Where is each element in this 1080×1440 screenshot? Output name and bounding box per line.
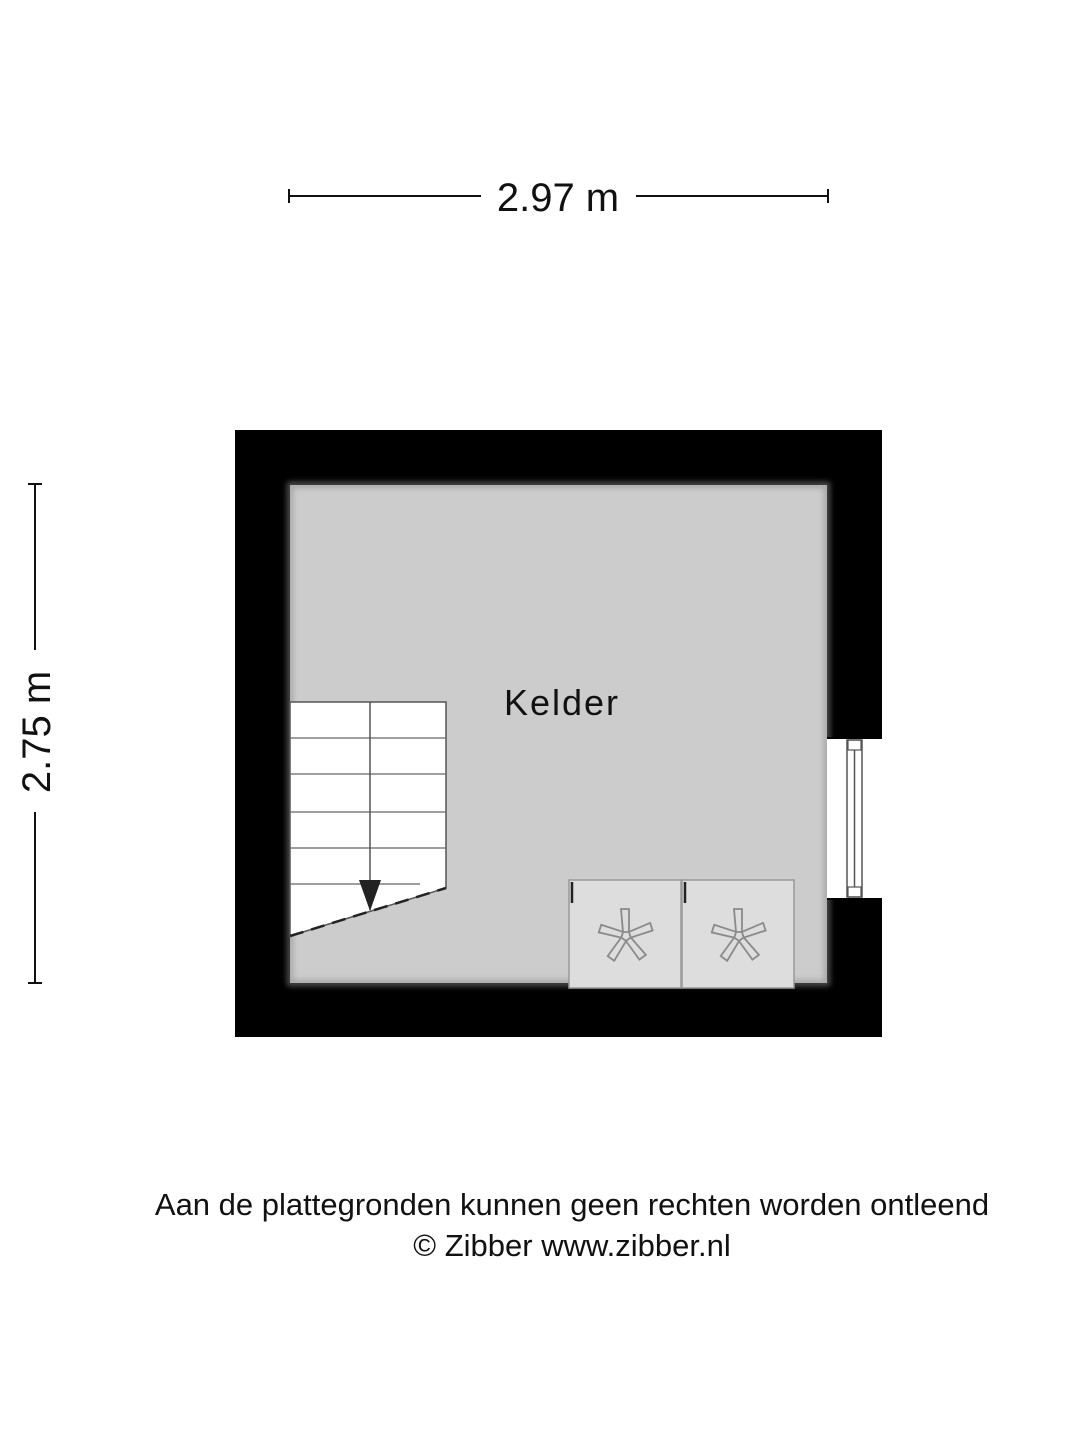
height-dimension-label: 2.75 m	[15, 670, 59, 794]
copyright-text: © Zibber www.zibber.nl	[413, 1228, 731, 1263]
room-label-kelder: Kelder	[503, 682, 621, 723]
width-dimension-label: 2.97 m	[496, 176, 620, 220]
window	[827, 738, 882, 899]
width-dimension	[289, 176, 828, 220]
appliance-right	[682, 880, 794, 988]
height-dimension	[15, 484, 59, 983]
appliance-left	[569, 880, 681, 988]
disclaimer-text: Aan de plattegronden kunnen geen rechten worden ontleend	[154, 1187, 990, 1222]
footer	[0, 1184, 1080, 1266]
